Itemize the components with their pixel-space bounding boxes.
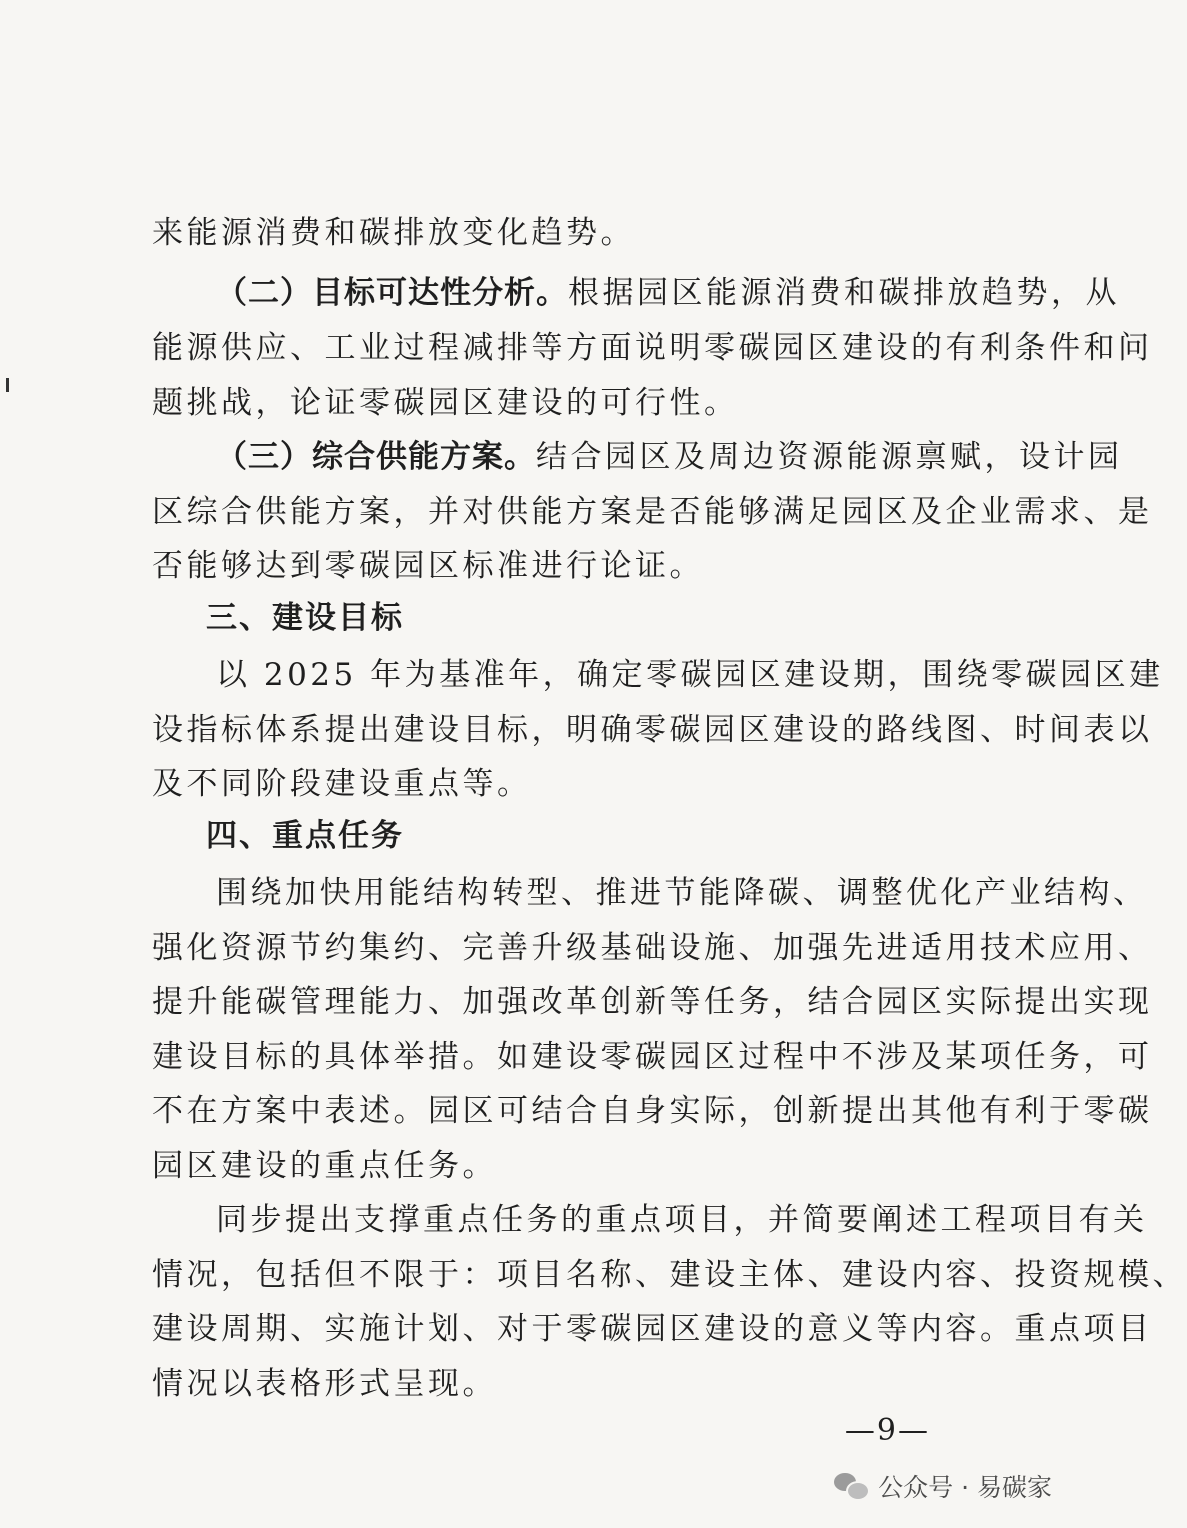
subsection-2-title: （二）目标可达性分析。 xyxy=(216,275,568,311)
subsection-3-line xyxy=(216,437,1123,477)
text-line: 建设目标的具体举措。如建设零碳园区过程中不涉及某项任务，可 xyxy=(152,1039,1153,1075)
section-heading-3: 三、建设目标 xyxy=(206,600,404,636)
text-line: 情况，包括但不限于：项目名称、建设主体、建设内容、投资规模、 xyxy=(152,1257,1187,1293)
subsection-2-text: 根据园区能源消费和碳排放趋势，从 xyxy=(568,275,1120,311)
text-line: 强化资源节约集约、完善升级基础设施、加强先进适用技术应用、 xyxy=(152,930,1153,966)
text-line: 情况以表格形式呈现。 xyxy=(152,1366,497,1402)
text-line: 能源供应、工业过程减排等方面说明零碳园区建设的有利条件和问 xyxy=(152,330,1153,366)
page-number: —9— xyxy=(844,1413,930,1448)
text-line: 设指标体系提出建设目标，明确零碳园区建设的路线图、时间表以 xyxy=(152,712,1153,748)
text-line: 建设周期、实施计划、对于零碳园区建设的意义等内容。重点项目 xyxy=(152,1311,1153,1347)
subsection-3-title: （三）综合供能方案。 xyxy=(216,439,536,475)
subsection-2-line xyxy=(216,273,1120,313)
wechat-icon xyxy=(834,1471,868,1501)
text-line: 来能源消费和碳排放变化趋势。 xyxy=(152,215,635,251)
text-line: 同步提出支撑重点任务的重点项目，并简要阐述工程项目有关 xyxy=(216,1202,1148,1238)
margin-mark xyxy=(6,378,9,392)
text-line: 园区建设的重点任务。 xyxy=(152,1148,497,1184)
text-line: 否能够达到零碳园区标准进行论证。 xyxy=(152,548,704,584)
section-heading-4: 四、重点任务 xyxy=(206,818,404,854)
text-line: 提升能碳管理能力、加强改革创新等任务，结合园区实际提出实现 xyxy=(152,984,1153,1020)
text-line: 题挑战，论证零碳园区建设的可行性。 xyxy=(152,385,739,421)
text-line: 以 2025 年为基准年，确定零碳园区建设期，围绕零碳园区建 xyxy=(216,657,1164,693)
text-line: 及不同阶段建设重点等。 xyxy=(152,766,532,802)
text-line: 区综合供能方案，并对供能方案是否能够满足园区及企业需求、是 xyxy=(152,494,1153,530)
subsection-3-text: 结合园区及周边资源能源禀赋，设计园 xyxy=(536,439,1123,475)
text-line: 不在方案中表述。园区可结合自身实际，创新提出其他有利于零碳 xyxy=(152,1093,1153,1129)
text-line: 围绕加快用能结构转型、推进节能降碳、调整优化产业结构、 xyxy=(216,875,1148,911)
watermark xyxy=(834,1468,1052,1504)
watermark-text: 公众号 · 易碳家 xyxy=(878,1473,1052,1502)
